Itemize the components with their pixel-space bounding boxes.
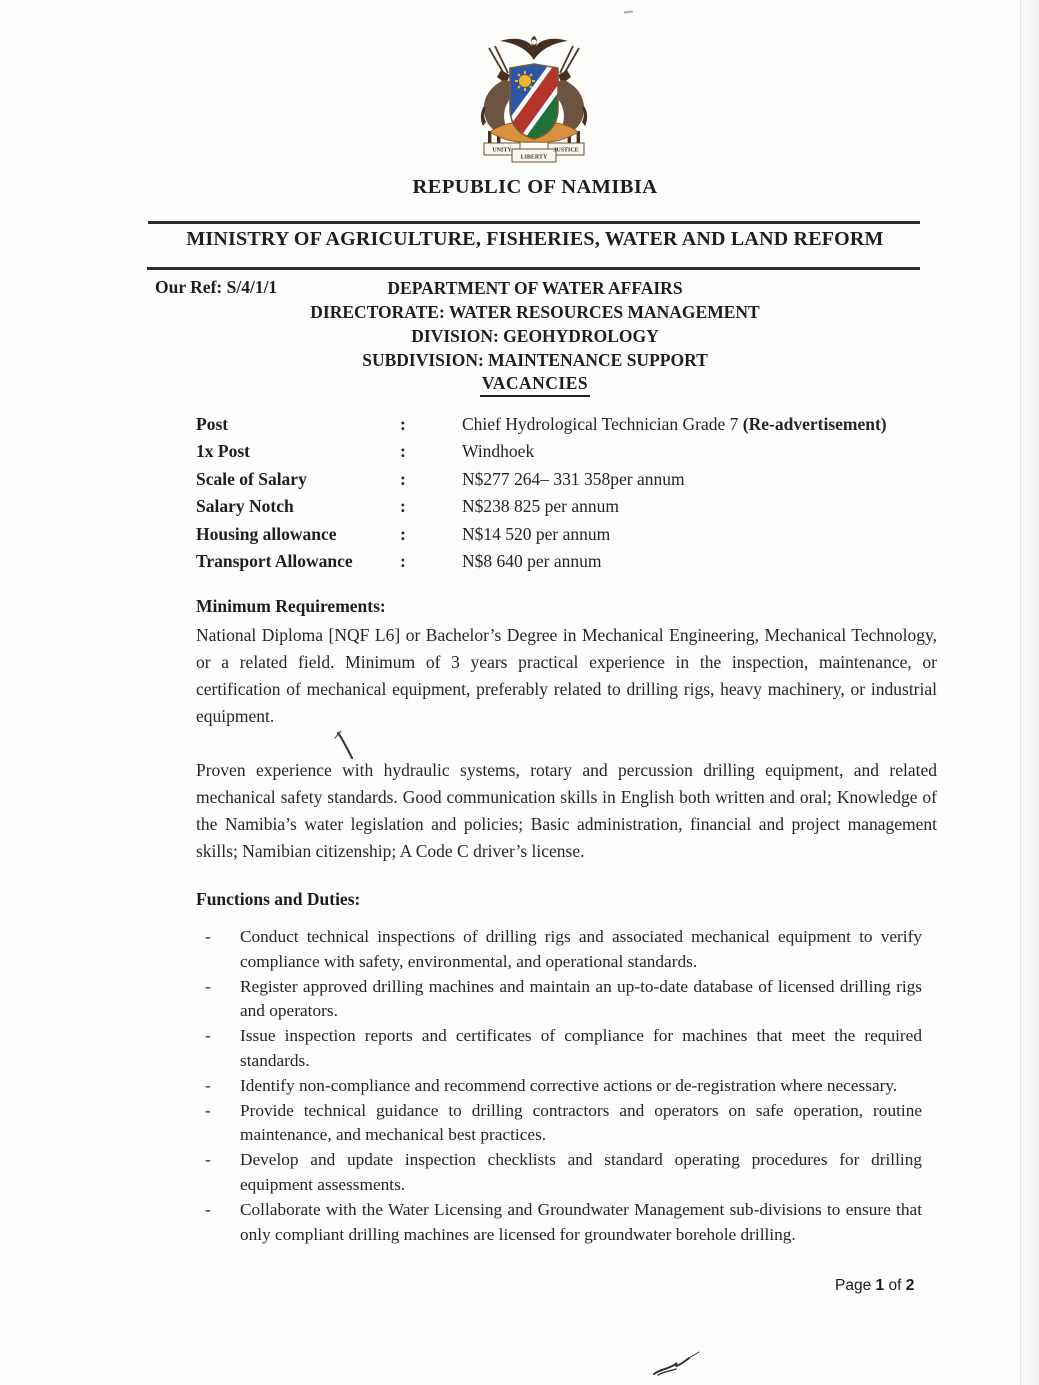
dash-bullet: - xyxy=(205,976,211,996)
list-item xyxy=(196,975,922,1025)
dash-bullet: - xyxy=(205,1100,211,1120)
row-separator: : xyxy=(400,551,406,572)
dash-bullet: - xyxy=(205,927,211,946)
row-value-text: N$277 264– 331 358per annum xyxy=(462,468,685,489)
division-line: DIVISION: GEOHYDROLOGY xyxy=(411,326,659,346)
row-label: Salary Notch xyxy=(196,496,294,517)
header-rule-top xyxy=(148,221,920,224)
row-label: Scale of Salary xyxy=(196,468,307,489)
page-label: Page xyxy=(835,1277,876,1294)
row-value-text: Chief Hydrological Technician Grade 7 xyxy=(462,414,743,434)
dash-bullet: - xyxy=(205,1075,211,1095)
row-label: Post xyxy=(196,414,229,434)
table-row xyxy=(196,493,956,520)
minimum-requirements-heading: Minimum Requirements: xyxy=(196,596,386,616)
row-value-bold: (Re-advertisement) xyxy=(742,414,887,434)
page-total: 2 xyxy=(905,1277,915,1294)
of-label: of xyxy=(884,1277,906,1294)
list-item xyxy=(196,1024,922,1074)
functions-duties-list xyxy=(196,925,922,1247)
row-value xyxy=(462,521,956,548)
ministry-title: MINISTRY OF AGRICULTURE, FISHERIES, WATER AND LAND REFORM xyxy=(186,228,884,250)
row-label: Transport Allowance xyxy=(196,551,353,572)
republic-title: REPUBLIC OF NAMIBIA xyxy=(412,176,658,198)
list-item-text: Develop and update inspection checklists and standard operating procedures for drilling equipment assessments. xyxy=(240,1150,922,1194)
pen-scribble-icon xyxy=(650,1348,706,1380)
table-row xyxy=(196,521,956,548)
vacancies-heading xyxy=(60,372,1010,397)
row-value xyxy=(462,438,956,465)
list-item xyxy=(196,1099,922,1149)
row-value-text: Windhoek xyxy=(462,441,535,462)
row-separator: : xyxy=(400,414,406,434)
list-item-text: Identify non-compliance and recommend corrective actions or de-registration where necessary. xyxy=(240,1075,898,1095)
table-row xyxy=(196,466,956,493)
sun-icon xyxy=(515,71,535,91)
minimum-requirements-paragraph-2: Proven experience with hydraulic systems, rotary and percussion drilling equipment, and related mechanical safety standards. Good communication skills in English both written and oral; Knowledge of the Namibia’s water legislation and policies; Basic administration, financial and project management skills; Namibian citizenship; A Code C driver’s license. xyxy=(196,760,937,861)
dash-bullet: - xyxy=(205,1150,211,1170)
row-label: 1x Post xyxy=(196,441,250,462)
vacancies-underlined-text: VACANCIES xyxy=(480,372,590,397)
post-details-table xyxy=(196,411,956,575)
row-value xyxy=(462,466,956,493)
row-value xyxy=(462,411,956,438)
namibia-coat-of-arms-icon xyxy=(468,36,600,170)
header-rule-bottom xyxy=(147,267,920,270)
row-separator: : xyxy=(400,468,406,489)
list-item-text: Issue inspection reports and certificates of compliance for machines that meet the required standards. xyxy=(240,1026,922,1070)
list-item-text: Provide technical guidance to drilling contractors and operators on safe operation, routine maintenance, and mechanical best practices. xyxy=(240,1100,922,1145)
row-value-text: N$14 520 per annum xyxy=(462,523,611,544)
dash-bullet: - xyxy=(205,1199,211,1219)
department-line: DEPARTMENT OF WATER AFFAIRS xyxy=(387,278,683,298)
list-item-text: Conduct technical inspections of drilling rigs and associated mechanical equipment to verify compliance with safety, environmental, and operational standards. xyxy=(240,927,922,971)
page-number: 1 xyxy=(875,1277,885,1294)
list-item-text: Collaborate with the Water Licensing and Groundwater Management sub-divisions to ensure that only compliant drilling machines are licensed for groundwater borehole drilling. xyxy=(240,1199,922,1244)
list-item xyxy=(196,1198,922,1248)
table-row xyxy=(196,548,956,575)
scan-artifact-mark xyxy=(624,11,633,14)
motto-justice: JUSTICE xyxy=(553,147,579,154)
functions-duties-heading: Functions and Duties: xyxy=(196,889,361,909)
minimum-requirements-paragraph-1: National Diploma [NQF L6] or Bachelor’s Degree in Mechanical Engineering, Mechanical Technology, or a related field. Minimum of 3 years practical experience in the inspection, maintenance, or certification of mechanical equipment, preferably related to drilling rigs, heavy machinery, or industrial equipment. xyxy=(196,625,937,726)
row-value-text: N$238 825 per annum xyxy=(462,496,619,517)
scan-edge-shadow xyxy=(1020,0,1039,1385)
our-ref: Our Ref: S/4/1/1 xyxy=(155,277,278,297)
list-item xyxy=(196,925,922,975)
table-row xyxy=(196,438,956,465)
subdivision-line: SUBDIVISION: MAINTENANCE SUPPORT xyxy=(362,350,708,370)
row-value xyxy=(462,493,956,520)
row-value xyxy=(462,548,956,575)
list-item xyxy=(196,1148,922,1198)
table-row xyxy=(196,411,956,438)
page-indicator xyxy=(835,1277,914,1295)
motto-unity: UNITY xyxy=(492,147,512,154)
row-value-text: N$8 640 per annum xyxy=(462,551,602,572)
directorate-line: DIRECTORATE: WATER RESOURCES MANAGEMENT xyxy=(310,302,760,322)
dash-bullet: - xyxy=(205,1026,211,1046)
row-separator: : xyxy=(400,523,406,544)
row-label: Housing allowance xyxy=(196,523,337,544)
list-item-text: Register approved drilling machines and maintain an up-to-date database of licensed drilling rigs and operators. xyxy=(240,976,922,1021)
row-separator: : xyxy=(400,496,406,517)
motto-liberty: LIBERTY xyxy=(520,154,548,161)
row-separator: : xyxy=(400,441,406,462)
list-item xyxy=(196,1074,922,1099)
